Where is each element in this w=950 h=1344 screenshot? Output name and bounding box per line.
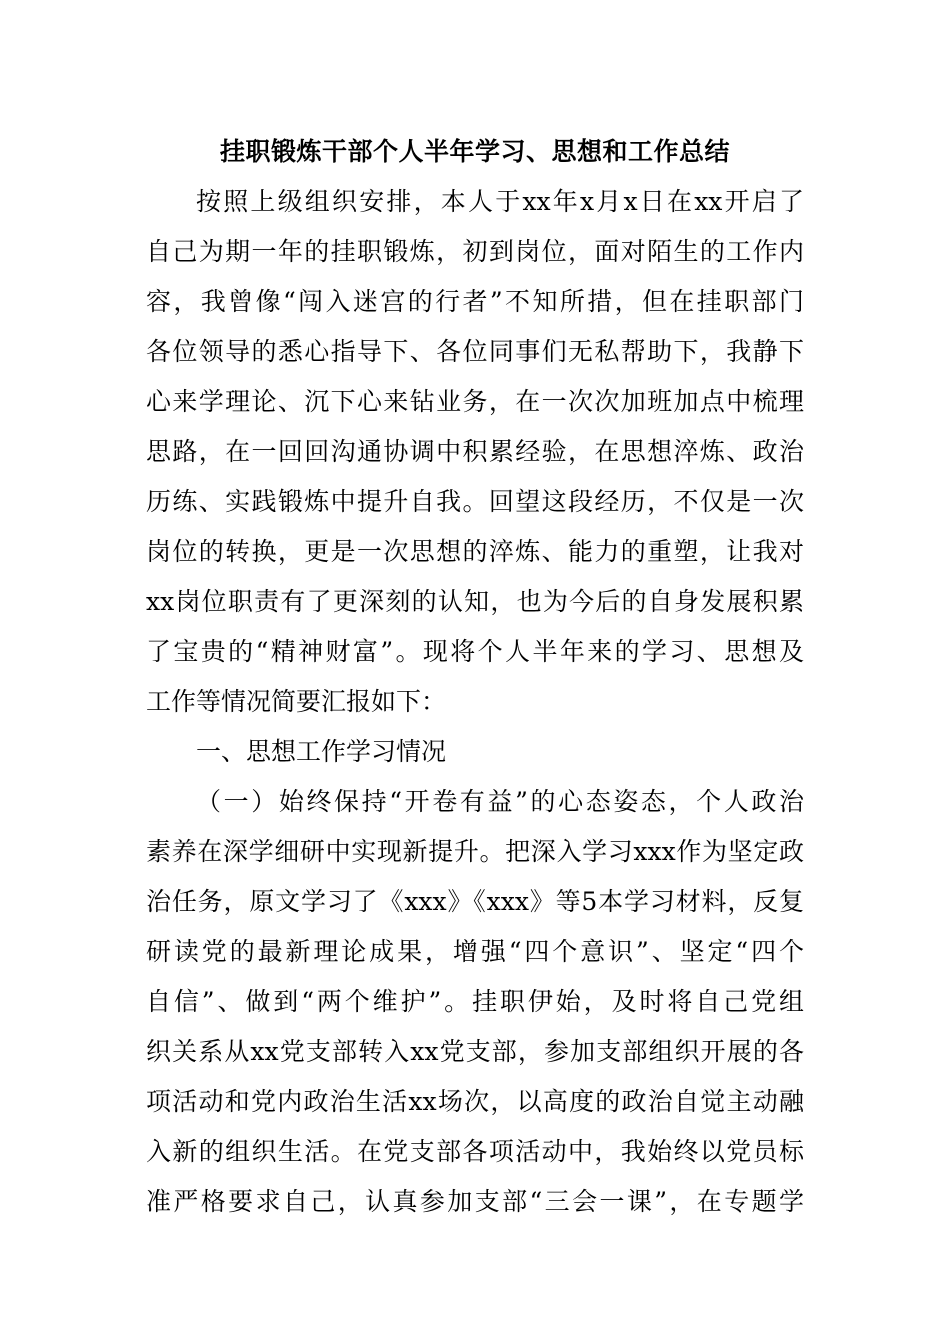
text-line: 历练、实践锻炼中提升自我。回望这段经历，不仅是一次	[146, 487, 804, 516]
text-line: 各位领导的悉心指导下、各位同事们无私帮助下，我静下	[146, 337, 804, 366]
text-line: 准严格要求自己，认真参加支部“三会一课”，在专题学	[146, 1187, 804, 1216]
text-line: 入新的组织生活。在党支部各项活动中，我始终以党员标	[146, 1137, 804, 1166]
text-line: 思路，在一回回沟通协调中积累经验，在思想淬炼、政治	[146, 437, 804, 466]
text-line: 织关系从xx党支部转入xx党支部，参加支部组织开展的各	[146, 1037, 804, 1066]
document-title: 挂职锻炼干部个人半年学习、思想和工作总结	[219, 137, 730, 166]
text-line: 心来学理论、沉下心来钻业务，在一次次加班加点中梳理	[146, 387, 804, 416]
text-line: 工作等情况简要汇报如下：	[146, 687, 447, 716]
section-heading: 一、思想工作学习情况	[196, 737, 447, 766]
text-line: 了宝贵的“精神财富”。现将个人半年来的学习、思想及	[146, 637, 804, 666]
text-line: 按照上级组织安排，本人于xx年x月x日在xx开启了	[196, 187, 804, 216]
text-line: 治任务，原文学习了《xxx》《xxx》等5本学习材料，反复	[146, 887, 804, 916]
text-line: 素养在深学细研中实现新提升。把深入学习xxx作为坚定政	[146, 837, 804, 866]
text-line: （一）始终保持“开卷有益”的心态姿态，个人政治	[196, 787, 804, 816]
text-line: 岗位的转换，更是一次思想的淬炼、能力的重塑，让我对	[146, 537, 804, 566]
text-line: xx岗位职责有了更深刻的认知，也为今后的自身发展积累	[146, 587, 804, 616]
text-line: 自信”、做到“两个维护”。挂职伊始，及时将自己党组	[146, 987, 804, 1016]
text-line: 研读党的最新理论成果，增强“四个意识”、坚定“四个	[146, 937, 804, 966]
text-line: 项活动和党内政治生活xx场次，以高度的政治自觉主动融	[146, 1087, 804, 1116]
text-line: 容，我曾像“闯入迷宫的行者”不知所措，但在挂职部门	[146, 287, 804, 316]
text-line: 自己为期一年的挂职锻炼，初到岗位，面对陌生的工作内	[146, 237, 804, 266]
